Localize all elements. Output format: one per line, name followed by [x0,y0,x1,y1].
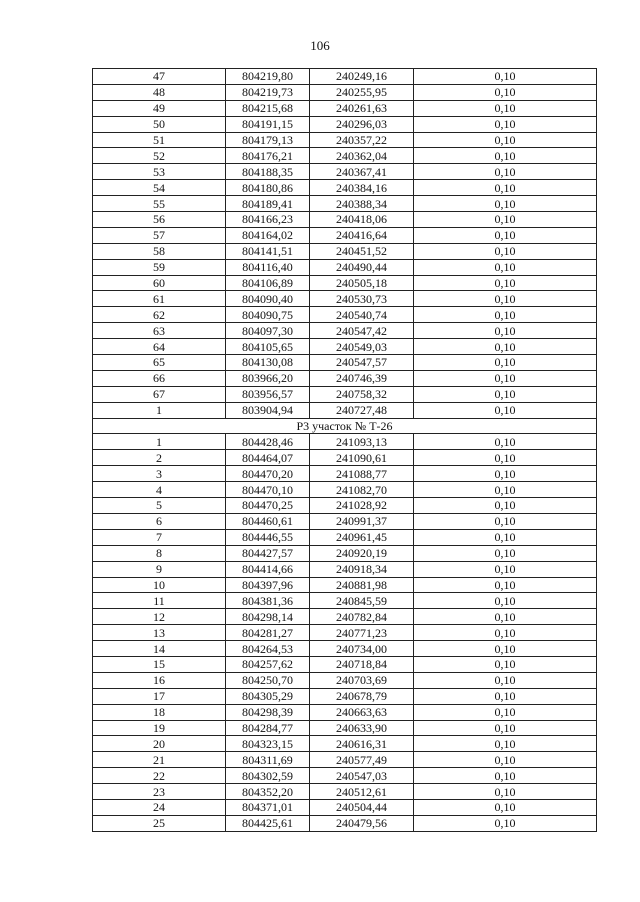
y-coordinate-cell: 240418,06 [310,212,414,228]
table-row [93,545,597,561]
point-number-cell: 50 [93,116,226,132]
x-coordinate-cell: 804176,21 [226,148,310,164]
point-number-cell: 21 [93,752,226,768]
y-coordinate-cell: 241093,13 [310,434,414,450]
table-row [93,164,597,180]
precision-cell: 0,10 [414,545,597,561]
point-number-cell: 24 [93,799,226,815]
coordinates-table-body [93,69,597,832]
precision-cell: 0,10 [414,609,597,625]
point-number-cell: 52 [93,148,226,164]
precision-cell: 0,10 [414,498,597,514]
x-coordinate-cell: 804164,02 [226,227,310,243]
y-coordinate-cell: 240734,00 [310,641,414,657]
x-coordinate-cell: 804305,29 [226,688,310,704]
y-coordinate-cell: 240512,61 [310,784,414,800]
y-coordinate-cell: 240249,16 [310,69,414,85]
y-coordinate-cell: 240616,31 [310,736,414,752]
point-number-cell: 22 [93,768,226,784]
point-number-cell: 16 [93,672,226,688]
y-coordinate-cell: 240388,34 [310,196,414,212]
x-coordinate-cell: 804298,39 [226,704,310,720]
table-row [93,625,597,641]
precision-cell: 0,10 [414,323,597,339]
section-title: Р3 участок № Т-26 [93,418,597,434]
table-row [93,243,597,259]
precision-cell: 0,10 [414,625,597,641]
table-row [93,561,597,577]
x-coordinate-cell: 804179,13 [226,132,310,148]
y-coordinate-cell: 240416,64 [310,227,414,243]
table-row [93,609,597,625]
coordinates-table [92,68,597,832]
precision-cell: 0,10 [414,768,597,784]
precision-cell: 0,10 [414,339,597,355]
precision-cell: 0,10 [414,180,597,196]
x-coordinate-cell: 804470,10 [226,482,310,498]
point-number-cell: 25 [93,815,226,831]
x-coordinate-cell: 804215,68 [226,100,310,116]
x-coordinate-cell: 804446,55 [226,529,310,545]
table-row [93,307,597,323]
y-coordinate-cell: 240547,42 [310,323,414,339]
y-coordinate-cell: 240920,19 [310,545,414,561]
x-coordinate-cell: 804090,75 [226,307,310,323]
y-coordinate-cell: 240961,45 [310,529,414,545]
y-coordinate-cell: 240703,69 [310,672,414,688]
point-number-cell: 1 [93,434,226,450]
table-row [93,577,597,593]
x-coordinate-cell: 804470,20 [226,466,310,482]
point-number-cell: 60 [93,275,226,291]
x-coordinate-cell: 804427,57 [226,545,310,561]
precision-cell: 0,10 [414,434,597,450]
precision-cell: 0,10 [414,116,597,132]
precision-cell: 0,10 [414,799,597,815]
precision-cell: 0,10 [414,100,597,116]
x-coordinate-cell: 804250,70 [226,672,310,688]
table-row [93,720,597,736]
section-header-row [93,418,597,434]
point-number-cell: 17 [93,688,226,704]
point-number-cell: 66 [93,370,226,386]
page-number: 106 [310,38,330,53]
x-coordinate-cell: 804464,07 [226,450,310,466]
x-coordinate-cell: 804298,14 [226,609,310,625]
x-coordinate-cell: 804284,77 [226,720,310,736]
precision-cell: 0,10 [414,641,597,657]
table-row [93,752,597,768]
precision-cell: 0,10 [414,370,597,386]
y-coordinate-cell: 240490,44 [310,259,414,275]
precision-cell: 0,10 [414,227,597,243]
table-row [93,116,597,132]
x-coordinate-cell: 804323,15 [226,736,310,752]
table-row [93,275,597,291]
x-coordinate-cell: 804090,40 [226,291,310,307]
table-row [93,688,597,704]
point-number-cell: 18 [93,704,226,720]
point-number-cell: 5 [93,498,226,514]
table-row [93,466,597,482]
table-row [93,704,597,720]
point-number-cell: 2 [93,450,226,466]
table-row [93,529,597,545]
point-number-cell: 20 [93,736,226,752]
precision-cell: 0,10 [414,784,597,800]
table-row [93,386,597,402]
y-coordinate-cell: 240782,84 [310,609,414,625]
y-coordinate-cell: 240577,49 [310,752,414,768]
table-row [93,672,597,688]
table-row [93,593,597,609]
y-coordinate-cell: 240547,57 [310,355,414,371]
y-coordinate-cell: 240362,04 [310,148,414,164]
x-coordinate-cell: 804106,89 [226,275,310,291]
point-number-cell: 64 [93,339,226,355]
x-coordinate-cell: 803966,20 [226,370,310,386]
precision-cell: 0,10 [414,672,597,688]
precision-cell: 0,10 [414,402,597,418]
precision-cell: 0,10 [414,561,597,577]
y-coordinate-cell: 240357,22 [310,132,414,148]
point-number-cell: 56 [93,212,226,228]
precision-cell: 0,10 [414,688,597,704]
x-coordinate-cell: 804191,15 [226,116,310,132]
point-number-cell: 19 [93,720,226,736]
point-number-cell: 9 [93,561,226,577]
precision-cell: 0,10 [414,84,597,100]
x-coordinate-cell: 804130,08 [226,355,310,371]
precision-cell: 0,10 [414,752,597,768]
point-number-cell: 62 [93,307,226,323]
table-row [93,815,597,831]
y-coordinate-cell: 240505,18 [310,275,414,291]
x-coordinate-cell: 804105,65 [226,339,310,355]
table-row [93,799,597,815]
x-coordinate-cell: 804166,23 [226,212,310,228]
point-number-cell: 4 [93,482,226,498]
x-coordinate-cell: 804264,53 [226,641,310,657]
y-coordinate-cell: 240991,37 [310,513,414,529]
point-number-cell: 15 [93,656,226,672]
x-coordinate-cell: 804180,86 [226,180,310,196]
x-coordinate-cell: 804311,69 [226,752,310,768]
y-coordinate-cell: 241082,70 [310,482,414,498]
precision-cell: 0,10 [414,513,597,529]
x-coordinate-cell: 804425,61 [226,815,310,831]
y-coordinate-cell: 240918,34 [310,561,414,577]
x-coordinate-cell: 804188,35 [226,164,310,180]
precision-cell: 0,10 [414,482,597,498]
x-coordinate-cell: 804460,61 [226,513,310,529]
table-row [93,259,597,275]
x-coordinate-cell: 804381,36 [226,593,310,609]
table-row [93,212,597,228]
precision-cell: 0,10 [414,466,597,482]
precision-cell: 0,10 [414,450,597,466]
table-row [93,482,597,498]
y-coordinate-cell: 241090,61 [310,450,414,466]
point-number-cell: 47 [93,69,226,85]
table-row [93,196,597,212]
table-row [93,498,597,514]
point-number-cell: 48 [93,84,226,100]
x-coordinate-cell: 804414,66 [226,561,310,577]
precision-cell: 0,10 [414,243,597,259]
point-number-cell: 6 [93,513,226,529]
x-coordinate-cell: 804302,59 [226,768,310,784]
precision-cell: 0,10 [414,593,597,609]
point-number-cell: 11 [93,593,226,609]
point-number-cell: 57 [93,227,226,243]
y-coordinate-cell: 240261,63 [310,100,414,116]
table-row [93,100,597,116]
table-row [93,736,597,752]
table-row [93,84,597,100]
point-number-cell: 63 [93,323,226,339]
x-coordinate-cell: 804257,62 [226,656,310,672]
y-coordinate-cell: 240727,48 [310,402,414,418]
point-number-cell: 3 [93,466,226,482]
y-coordinate-cell: 240255,95 [310,84,414,100]
x-coordinate-cell: 804352,20 [226,784,310,800]
point-number-cell: 53 [93,164,226,180]
point-number-cell: 67 [93,386,226,402]
y-coordinate-cell: 240746,39 [310,370,414,386]
precision-cell: 0,10 [414,164,597,180]
precision-cell: 0,10 [414,148,597,164]
x-coordinate-cell: 804428,46 [226,434,310,450]
table-row [93,69,597,85]
point-number-cell: 55 [93,196,226,212]
table-row [93,370,597,386]
x-coordinate-cell: 804219,73 [226,84,310,100]
y-coordinate-cell: 240758,32 [310,386,414,402]
y-coordinate-cell: 240845,59 [310,593,414,609]
precision-cell: 0,10 [414,132,597,148]
table-row [93,656,597,672]
point-number-cell: 14 [93,641,226,657]
x-coordinate-cell: 804470,25 [226,498,310,514]
y-coordinate-cell: 240530,73 [310,291,414,307]
y-coordinate-cell: 240549,03 [310,339,414,355]
table-row [93,180,597,196]
y-coordinate-cell: 240540,74 [310,307,414,323]
y-coordinate-cell: 240678,79 [310,688,414,704]
table-row [93,513,597,529]
table-row [93,450,597,466]
precision-cell: 0,10 [414,212,597,228]
precision-cell: 0,10 [414,259,597,275]
y-coordinate-cell: 240663,63 [310,704,414,720]
y-coordinate-cell: 240296,03 [310,116,414,132]
y-coordinate-cell: 240771,23 [310,625,414,641]
precision-cell: 0,10 [414,386,597,402]
table-row [93,784,597,800]
point-number-cell: 23 [93,784,226,800]
x-coordinate-cell: 804281,27 [226,625,310,641]
x-coordinate-cell: 803956,57 [226,386,310,402]
x-coordinate-cell: 804189,41 [226,196,310,212]
precision-cell: 0,10 [414,720,597,736]
x-coordinate-cell: 803904,94 [226,402,310,418]
table-row [93,434,597,450]
precision-cell: 0,10 [414,736,597,752]
point-number-cell: 59 [93,259,226,275]
y-coordinate-cell: 240451,52 [310,243,414,259]
x-coordinate-cell: 804141,51 [226,243,310,259]
x-coordinate-cell: 804397,96 [226,577,310,593]
precision-cell: 0,10 [414,275,597,291]
table-row [93,323,597,339]
table-row [93,132,597,148]
precision-cell: 0,10 [414,196,597,212]
point-number-cell: 54 [93,180,226,196]
y-coordinate-cell: 240881,98 [310,577,414,593]
y-coordinate-cell: 240633,90 [310,720,414,736]
point-number-cell: 51 [93,132,226,148]
point-number-cell: 8 [93,545,226,561]
table-row [93,768,597,784]
y-coordinate-cell: 240718,84 [310,656,414,672]
point-number-cell: 7 [93,529,226,545]
table-row [93,355,597,371]
table-row [93,641,597,657]
precision-cell: 0,10 [414,704,597,720]
point-number-cell: 58 [93,243,226,259]
y-coordinate-cell: 240479,56 [310,815,414,831]
precision-cell: 0,10 [414,307,597,323]
table-row [93,339,597,355]
precision-cell: 0,10 [414,656,597,672]
table-row [93,148,597,164]
precision-cell: 0,10 [414,577,597,593]
point-number-cell: 65 [93,355,226,371]
precision-cell: 0,10 [414,291,597,307]
table-row [93,402,597,418]
y-coordinate-cell: 241088,77 [310,466,414,482]
table-row [93,227,597,243]
x-coordinate-cell: 804116,40 [226,259,310,275]
precision-cell: 0,10 [414,815,597,831]
precision-cell: 0,10 [414,355,597,371]
point-number-cell: 12 [93,609,226,625]
point-number-cell: 49 [93,100,226,116]
precision-cell: 0,10 [414,69,597,85]
point-number-cell: 10 [93,577,226,593]
y-coordinate-cell: 240547,03 [310,768,414,784]
point-number-cell: 61 [93,291,226,307]
y-coordinate-cell: 241028,92 [310,498,414,514]
x-coordinate-cell: 804097,30 [226,323,310,339]
y-coordinate-cell: 240504,44 [310,799,414,815]
x-coordinate-cell: 804219,80 [226,69,310,85]
x-coordinate-cell: 804371,01 [226,799,310,815]
table-row [93,291,597,307]
point-number-cell: 1 [93,402,226,418]
precision-cell: 0,10 [414,529,597,545]
y-coordinate-cell: 240367,41 [310,164,414,180]
y-coordinate-cell: 240384,16 [310,180,414,196]
point-number-cell: 13 [93,625,226,641]
